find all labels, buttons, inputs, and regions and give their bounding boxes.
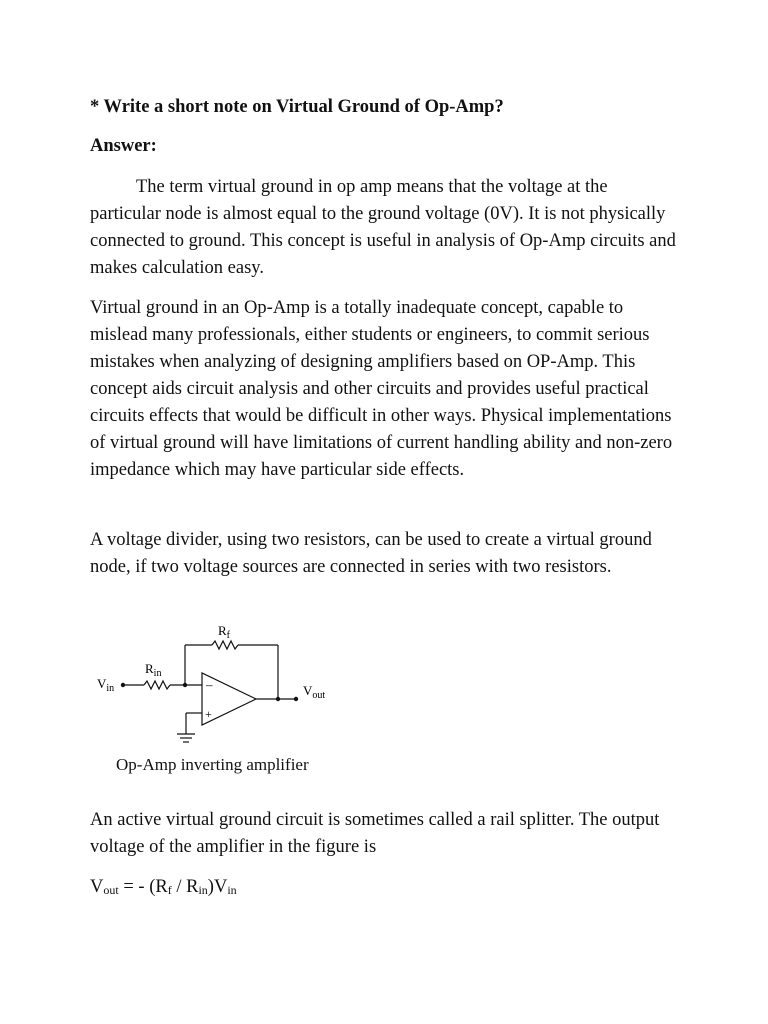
vin-node [121,683,125,687]
rf-label: $R_f$ [218,623,231,641]
rf-resistor [212,641,238,649]
plus-sign: + [205,707,212,721]
paragraph-virtual-ground-definition: The term virtual ground in op amp means that the voltage at the particular node is almost equal to the ground voltage (0V). It is not physically connected to ground. This concept is useful in analysis of Op-Amp circuits and makes calculation easy. [90,177,676,278]
question-heading: * Write a short note on Virtual Ground of Op-Amp? [90,97,504,117]
vin-label: $V_{in}$ [97,676,115,694]
output-voltage-equation: $V_{out}$ = - $(R_f / R_{in})V_{in}$ [90,877,237,897]
paragraph-rail-splitter: An active virtual ground circuit is sometimes called a rail splitter. The output voltage of the amplifier in the figure is [90,810,660,857]
inverting-amplifier-diagram [90,616,370,752]
figure-caption: Op-Amp inverting amplifier [116,755,309,774]
paragraph-virtual-ground-concept: Virtual ground in an Op-Amp is a totally inadequate concept, capable to mislead many professionals, either students or engineers, to commit serious mistakes when analyzing of designing amplifiers based on OP-Amp. This concept aids circuit analysis and other circuits and provides useful practical circuits effects that would be difficult in other ways. Physical implementations of virtual ground will have limitations of current handling ability and non-zero impedance which may have particular side effects. [90,298,673,480]
vout-node [294,697,298,701]
rin-resistor [144,681,170,689]
answer-label: Answer: [90,136,157,156]
output-junction-node [276,697,280,701]
minus-sign: – [206,677,213,692]
paragraph-voltage-divider: A voltage divider, using two resistors, can be used to create a virtual ground node, if two voltage sources are connected in series with two resistors. [90,530,652,577]
rin-label: $R_{in}$ [145,661,162,679]
vout-label: $V_{out}$ [303,683,326,701]
inverting-node [183,683,187,687]
